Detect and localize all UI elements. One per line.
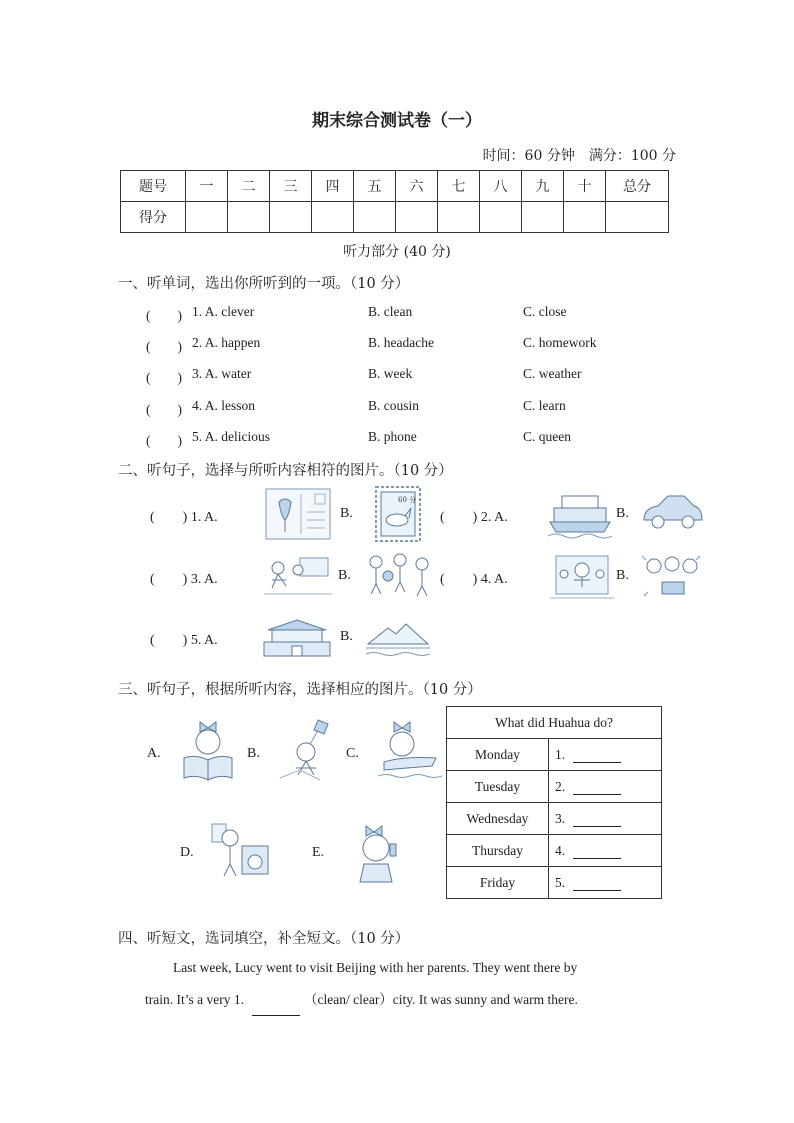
- answer-paren[interactable]: ( ): [146, 370, 182, 385]
- answer-number: 4.: [555, 842, 566, 858]
- day-cell: Friday: [447, 867, 549, 899]
- score-cell[interactable]: [480, 202, 522, 233]
- header-cell: 十: [564, 171, 606, 202]
- answer-blank[interactable]: [573, 812, 621, 827]
- stamp-picture[interactable]: [375, 486, 421, 542]
- score-cell[interactable]: [270, 202, 312, 233]
- table-title: What did Huahua do?: [447, 707, 662, 739]
- answer-cell[interactable]: [549, 803, 662, 835]
- score-cell[interactable]: [228, 202, 270, 233]
- score-cell[interactable]: [606, 202, 669, 233]
- section-1-heading: 一、听单词，选出你所听到的一项。（10 分）: [118, 276, 410, 292]
- answer-cell[interactable]: [549, 835, 662, 867]
- passage-line-1: Last week, Lucy went to visit Beijing with her parents. They went there by: [173, 960, 578, 975]
- girl-swimming-picture[interactable]: [376, 718, 442, 782]
- huahua-week-table: [446, 706, 662, 899]
- score-cell[interactable]: [396, 202, 438, 233]
- option-b: B. phone: [368, 429, 417, 444]
- header-cell: 题号: [121, 171, 186, 202]
- header-cell: 三: [270, 171, 312, 202]
- day-cell: Tuesday: [447, 771, 549, 803]
- q2-2-option-b: B.: [616, 506, 629, 521]
- option-a: 5. A. delicious: [192, 429, 270, 444]
- section-3-heading: 三、听句子，根据所听内容，选择相应的图片。（10 分）: [118, 682, 482, 698]
- ship-picture[interactable]: [548, 488, 612, 542]
- header-cell: 八: [480, 171, 522, 202]
- score-cell[interactable]: [564, 202, 606, 233]
- playing-picture[interactable]: [264, 552, 332, 598]
- header-cell: 九: [522, 171, 564, 202]
- stamp-value: 60 分: [398, 496, 417, 504]
- option-c: C. weather: [523, 366, 582, 381]
- option-c: C. close: [523, 304, 567, 319]
- option-b: B. week: [368, 366, 413, 381]
- option-c: C. queen: [523, 429, 571, 444]
- postcard-picture[interactable]: [265, 488, 331, 540]
- option-a: 2. A. happen: [192, 335, 261, 350]
- header-cell: 一: [186, 171, 228, 202]
- q2-4-option-b: B.: [616, 568, 629, 583]
- answer-blank[interactable]: [573, 748, 621, 763]
- stage-picture[interactable]: [550, 548, 614, 602]
- q3-option-e-label: E.: [312, 845, 325, 860]
- day-cell: Monday: [447, 739, 549, 771]
- score-table: [120, 170, 669, 233]
- answer-paren[interactable]: ( ): [146, 339, 182, 354]
- day-cell: Wednesday: [447, 803, 549, 835]
- answer-number: 5.: [555, 874, 566, 890]
- header-cell: 六: [396, 171, 438, 202]
- header-cell: 七: [438, 171, 480, 202]
- basketball-picture[interactable]: [362, 550, 434, 600]
- header-cell: 四: [312, 171, 354, 202]
- q2-2-label: ( ) 2. A.: [440, 510, 508, 525]
- girl-reading-picture[interactable]: [180, 718, 236, 782]
- score-cell[interactable]: [354, 202, 396, 233]
- passage-blank-1[interactable]: [252, 1001, 300, 1016]
- q2-5-option-b: B.: [340, 629, 353, 644]
- answer-number: 3.: [555, 810, 566, 826]
- answer-blank[interactable]: [573, 876, 621, 891]
- q2-1-label: ( ) 1. A.: [150, 510, 218, 525]
- option-a: 3. A. water: [192, 366, 252, 381]
- q3-option-a-label: A.: [147, 746, 161, 761]
- header-cell: 五: [354, 171, 396, 202]
- option-a: 4. A. lesson: [192, 398, 256, 413]
- table-row: [447, 835, 662, 867]
- passage-line-2: [145, 984, 655, 1016]
- passage-line-2-start: train. It’s a very 1.: [145, 992, 244, 1007]
- girl-washing-picture[interactable]: [208, 820, 274, 880]
- answer-blank[interactable]: [573, 844, 621, 859]
- section-2-heading: 二、听句子，选择与所听内容相符的图片。（10 分）: [118, 463, 453, 479]
- score-table-score-row: [121, 202, 669, 233]
- q2-1-option-b: B.: [340, 506, 353, 521]
- table-row: [447, 739, 662, 771]
- answer-cell[interactable]: [549, 739, 662, 771]
- answer-paren[interactable]: ( ): [146, 433, 182, 448]
- day-cell: Thursday: [447, 835, 549, 867]
- header-cell: 二: [228, 171, 270, 202]
- answer-blank[interactable]: [573, 780, 621, 795]
- palace-picture[interactable]: [262, 616, 332, 658]
- q2-3-option-b: B.: [338, 568, 351, 583]
- answer-number: 1.: [555, 746, 566, 762]
- option-a: 1. A. clever: [192, 304, 255, 319]
- score-cell[interactable]: [186, 202, 228, 233]
- table-row: [447, 803, 662, 835]
- score-label-cell: 得分: [121, 202, 186, 233]
- mountain-picture[interactable]: [366, 618, 430, 658]
- header-cell: 总分: [606, 171, 669, 202]
- option-c: C. learn: [523, 398, 566, 413]
- score-cell[interactable]: [312, 202, 354, 233]
- score-table-header-row: [121, 171, 669, 202]
- score-cell[interactable]: [438, 202, 480, 233]
- q2-3-label: ( ) 3. A.: [150, 572, 218, 587]
- answer-number: 2.: [555, 778, 566, 794]
- answer-cell[interactable]: [549, 867, 662, 899]
- option-b: B. headache: [368, 335, 434, 350]
- q3-option-d-label: D.: [180, 845, 194, 860]
- girl-phone-picture[interactable]: [354, 822, 406, 884]
- table-row: [447, 867, 662, 899]
- table-row: [447, 771, 662, 803]
- score-cell[interactable]: [522, 202, 564, 233]
- q3-option-b-label: B.: [247, 746, 260, 761]
- passage-line-2-end: （clean/ clear）city. It was sunny and warm there.: [303, 992, 578, 1007]
- listening-heading: 听力部分 (40 分): [343, 244, 451, 260]
- passage: [145, 952, 655, 1016]
- answer-paren[interactable]: ( ): [146, 402, 182, 417]
- option-b: B. clean: [368, 304, 413, 319]
- q3-option-c-label: C.: [346, 746, 359, 761]
- section-4-heading: 四、听短文，选词填空，补全短文。（10 分）: [118, 931, 410, 947]
- option-c: C. homework: [523, 335, 597, 350]
- q2-5-label: ( ) 5. A.: [150, 633, 218, 648]
- time-info: 时间：60 分钟 满分：100 分: [482, 148, 676, 164]
- birthday-picture[interactable]: [640, 552, 706, 600]
- page-title: 期末综合测试卷（一）: [312, 111, 482, 131]
- option-b: B. cousin: [368, 398, 420, 413]
- table-title-row: [447, 707, 662, 739]
- q2-4-label: ( ) 4. A.: [440, 572, 508, 587]
- answer-paren[interactable]: ( ): [146, 308, 182, 323]
- girl-kite-picture[interactable]: [276, 716, 340, 784]
- car-picture[interactable]: [640, 492, 704, 532]
- answer-cell[interactable]: [549, 771, 662, 803]
